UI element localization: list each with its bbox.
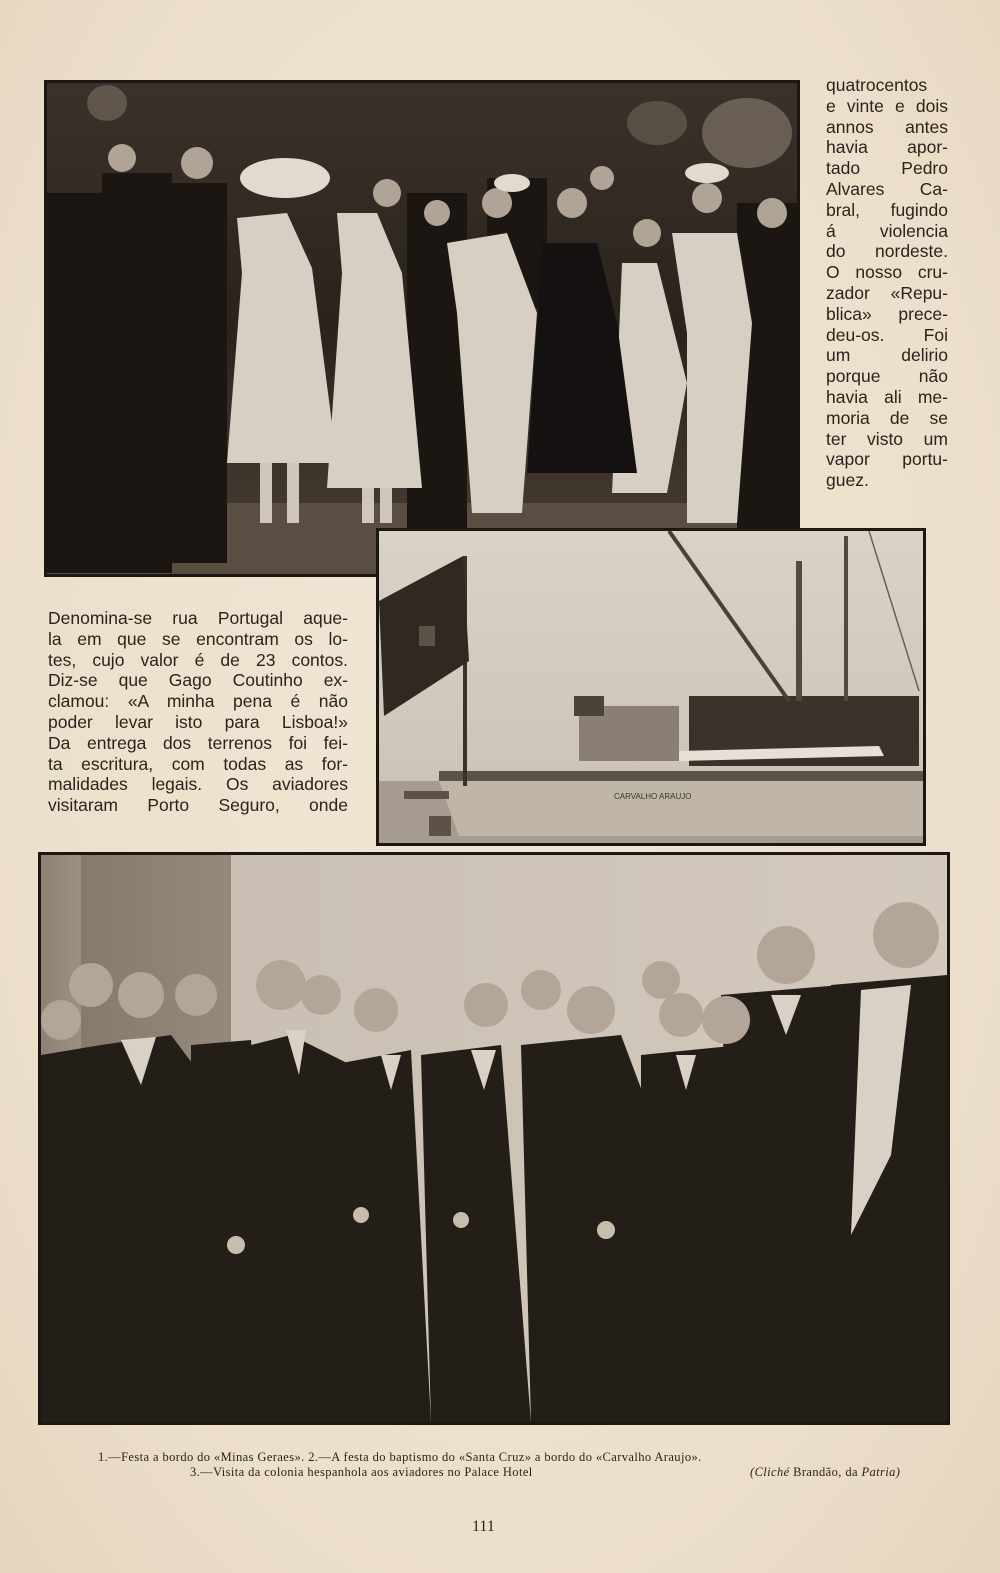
photo-baptismo-image <box>379 531 923 843</box>
text-line: ter visto um <box>826 428 948 449</box>
photo-visita-image <box>41 855 947 1422</box>
text-line: clamou: «A minha pena é não <box>48 691 348 712</box>
photo-baptismo-santa-cruz <box>376 528 926 846</box>
text-line: e vinte e dois <box>826 95 948 116</box>
photo-credit <box>750 1465 900 1480</box>
text-line: deu-os. Foi <box>826 324 948 345</box>
text-line: havia ali me- <box>826 386 948 407</box>
text-line: havia apor- <box>826 137 948 158</box>
credit-source: Patria) <box>861 1465 901 1479</box>
text-line: annos antes <box>826 116 948 137</box>
text-line: moria de se <box>826 407 948 428</box>
text-line: Alvares Ca- <box>826 178 948 199</box>
text-line: la em que se encontram os lo- <box>48 628 348 649</box>
credit-photographer: Brandão, da <box>793 1465 858 1479</box>
text-line: do nordeste. <box>826 241 948 262</box>
ship-name-label: CARVALHO ARAUJO <box>614 792 692 801</box>
text-line: guez. <box>826 470 869 491</box>
text-line: um delirio <box>826 345 948 366</box>
text-line: tado Pedro <box>826 158 948 179</box>
text-line: Diz-se que Gago Coutinho ex- <box>48 670 348 691</box>
text-column-right <box>826 75 948 491</box>
photo-caption-line-2: 3.—Visita da colonia hespanhola aos aviadores no Palace Hotel <box>190 1465 533 1479</box>
photo-festa-image <box>47 83 797 574</box>
text-line: O nosso cru- <box>826 262 948 283</box>
page-number: 111 <box>472 1518 495 1535</box>
text-line: vapor portu- <box>826 449 948 470</box>
text-line: tes, cujo valor é de 23 contos. <box>48 649 348 670</box>
photo-caption-line-1: 1.—Festa a bordo do «Minas Geraes». 2.—A festa do baptismo do «Santa Cruz» a bordo do «Carvalho Araujo». <box>98 1450 702 1464</box>
text-line: blica» prece- <box>826 303 948 324</box>
text-line: poder levar isto para Lisboa!» <box>48 711 348 732</box>
text-line: ta escritura, com todas as for- <box>48 753 348 774</box>
photo-visita-colonia-hespanhola <box>38 852 950 1425</box>
text-line: porque não <box>826 366 948 387</box>
text-line: bral, fugindo <box>826 199 948 220</box>
text-line: zador «Repu- <box>826 282 948 303</box>
text-line: quatrocentos <box>826 75 928 95</box>
credit-cliche: (Cliché <box>750 1465 790 1479</box>
text-line: malidades legais. Os aviadores <box>48 774 348 795</box>
text-column-left <box>48 608 348 816</box>
text-line: á violencia <box>826 220 948 241</box>
text-line: visitaram Porto Seguro, onde <box>48 795 348 816</box>
text-line: Denomina-se rua Portugal aque- <box>48 608 348 628</box>
text-line: Da entrega dos terrenos foi fei- <box>48 732 348 753</box>
photo-festa-minas-geraes <box>44 80 800 577</box>
